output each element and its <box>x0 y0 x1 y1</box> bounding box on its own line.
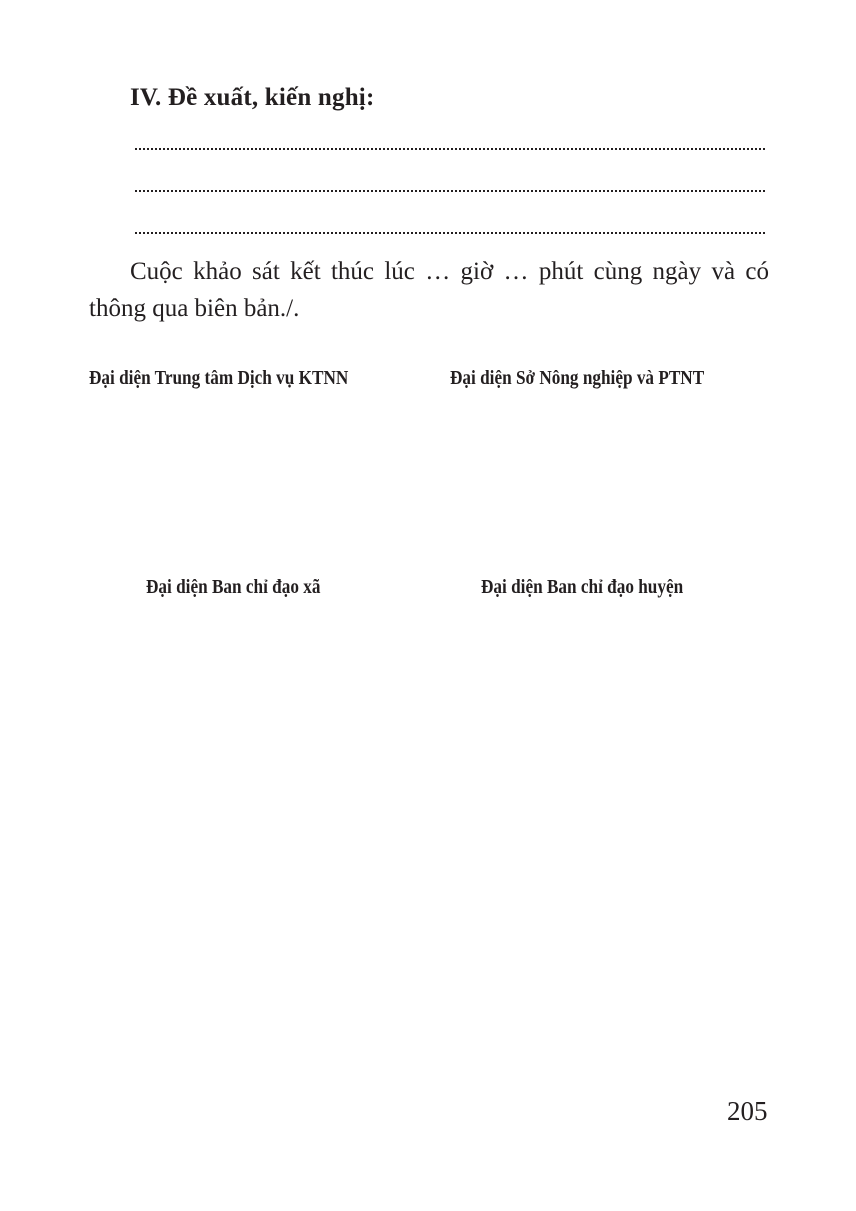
closing-paragraph <box>89 253 769 327</box>
blank-fill-line <box>135 148 765 150</box>
closing-paragraph-line-1: Cuộc khảo sát kết thúc lúc … giờ … phút cùng ngày và có <box>130 258 769 285</box>
signature-label-district-board: Đại diện Ban chỉ đạo huyện <box>481 576 684 598</box>
closing-paragraph-line-2: thông qua biên bản./. <box>89 295 300 322</box>
blank-fill-line <box>135 232 765 234</box>
page-number: 205 <box>727 1096 768 1126</box>
signature-label-department: Đại diện Sở Nông nghiệp và PTNT <box>450 367 705 389</box>
section-heading: IV. Đề xuất, kiến nghị: <box>130 84 375 111</box>
signature-label-commune-board: Đại diện Ban chỉ đạo xã <box>146 576 321 598</box>
blank-fill-line <box>135 190 765 192</box>
signature-label-service-center: Đại diện Trung tâm Dịch vụ KTNN <box>89 367 349 389</box>
